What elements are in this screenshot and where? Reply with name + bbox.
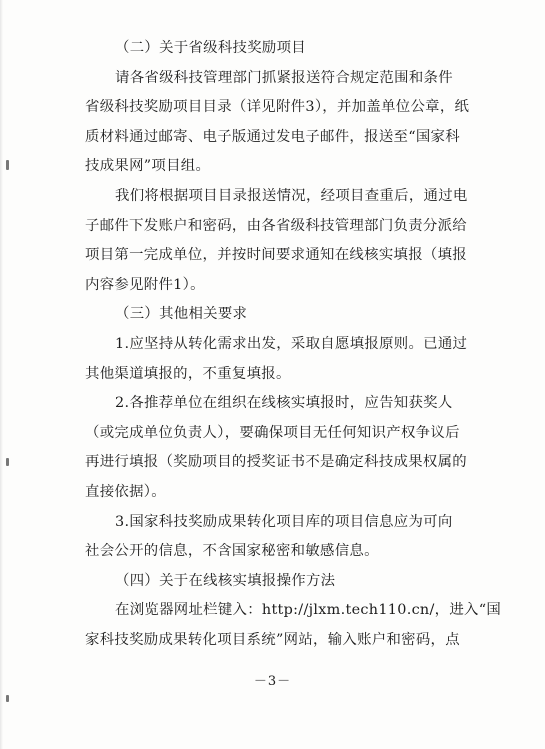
paragraph-line: 其他渠道填报的，不重复填报。 (85, 365, 291, 382)
paragraph-line: 项目第一完成单位，并按时间要求通知在线核实填报（填报 (85, 247, 467, 264)
binding-mark (6, 695, 9, 702)
paragraph-line: 1.应坚持从转化需求出发，采取自愿填报原则。已通过 (115, 335, 468, 352)
paragraph-line: 子邮件下发账户和密码，由各省级科技管理部门负责分派给 (85, 217, 467, 234)
paragraph-line: 在浏览器网址栏键入：http://jlxm.tech110.cn/，进入“国 (115, 602, 502, 619)
paragraph-line: 直接依据）。 (85, 483, 166, 500)
binding-mark (6, 160, 9, 170)
document-body (85, 34, 502, 655)
page-number: －3－ (253, 674, 292, 689)
paragraph-line: 家科技奖励成果转化项目系统”网站，输入账户和密码，点 (85, 631, 460, 648)
paragraph-line: 再进行填报（奖励项目的授奖证书不是确定科技成果权属的 (85, 454, 467, 471)
paragraph-line: 内容参见附件1）。 (85, 276, 205, 293)
paragraph-line: 3.国家科技奖励成果转化项目库的项目信息应为可向 (115, 513, 453, 530)
paragraph-line: 社会公开的信息，不含国家秘密和敏感信息。 (85, 543, 379, 560)
section-heading: （三）其他相关要求 (115, 306, 248, 323)
binding-mark (6, 458, 9, 466)
paragraph-line: 请各省级科技管理部门抓紧报送符合规定范围和条件 (115, 69, 453, 86)
paragraph-line: 2.各推荐单位在组织在线核实填报时，应告知获奖人 (115, 395, 453, 412)
paragraph-line: 技成果网”项目组。 (85, 158, 211, 175)
scan-edge (0, 0, 3, 749)
paragraph-line: 省级科技奖励项目目录（详见附件3），并加盖单位公章，纸 (85, 99, 470, 116)
paragraph-line: 我们将根据项目目录报送情况，经项目查重后，通过电 (115, 187, 468, 204)
paragraph-line: （或完成单位负责人），要确保项目无任何知识产权争议后 (85, 424, 460, 441)
section-heading: （二）关于省级科技奖励项目 (115, 40, 306, 56)
paragraph-line: 质材料通过邮寄、电子版通过发电子邮件，报送至“国家科 (85, 128, 460, 145)
section-heading: （四）关于在线核实填报操作方法 (115, 572, 336, 589)
